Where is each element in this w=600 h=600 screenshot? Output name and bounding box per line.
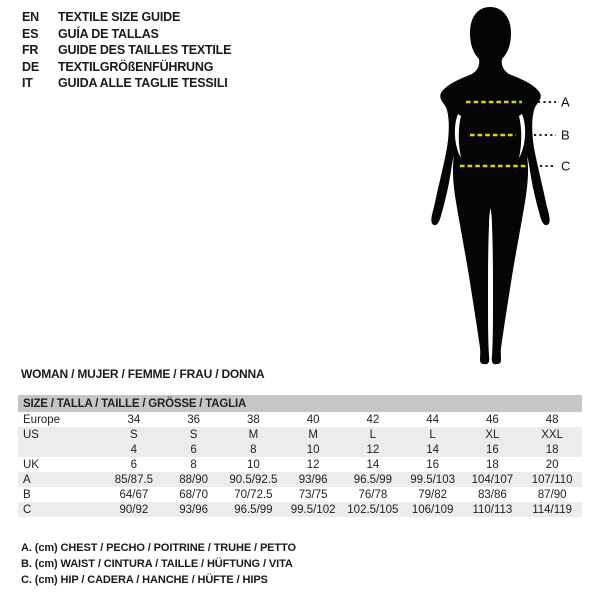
language-row [22, 42, 231, 59]
language-row [22, 75, 231, 92]
size-cell: 96.5/99 [234, 503, 273, 516]
size-cell: M [308, 428, 318, 441]
measurement-legend [21, 540, 296, 588]
size-table-row [18, 472, 582, 487]
size-cell: 36 [187, 413, 201, 426]
size-cell: 76/78 [358, 488, 388, 501]
size-table-header-row [18, 395, 582, 412]
language-row [22, 26, 231, 43]
size-table-row [18, 487, 582, 502]
size-cell: 14 [366, 458, 380, 471]
size-cell: 99.5/103 [410, 473, 455, 486]
size-row-label: US [23, 428, 39, 441]
language-code: IT [22, 76, 33, 90]
size-cell: 90/92 [119, 503, 149, 516]
size-cell: 88/90 [179, 473, 209, 486]
size-cell: 42 [366, 413, 380, 426]
size-cell: 10 [306, 443, 320, 456]
size-cell: 14 [426, 443, 440, 456]
size-cell: 18 [545, 443, 559, 456]
woman-figure-diagram [430, 6, 600, 368]
size-cell: 107/110 [531, 473, 573, 486]
size-cell: 20 [545, 458, 559, 471]
language-code: EN [22, 10, 39, 24]
size-cell: 16 [485, 443, 499, 456]
size-cell: 44 [426, 413, 440, 426]
size-cell: 110/113 [472, 503, 513, 516]
language-code: ES [22, 26, 39, 41]
size-cell: 4 [130, 443, 138, 456]
size-cell: 6 [190, 443, 197, 456]
size-table-row [18, 412, 582, 427]
size-row-label [18, 442, 104, 457]
size-cell: L [369, 428, 377, 441]
legend-line: C. (cm) HIP / CADERA / HANCHE / HÜFTE / HIPS [21, 574, 268, 586]
size-cell: 40 [306, 413, 320, 426]
size-cell: 12 [306, 458, 320, 471]
size-cell: 34 [127, 413, 141, 426]
size-cell: 48 [545, 413, 559, 426]
size-cell: 96.5/99 [353, 473, 393, 486]
size-cell: 8 [250, 443, 257, 456]
size-row-label: C [23, 503, 32, 516]
size-row-label: B [23, 488, 31, 501]
size-cell: 12 [366, 443, 380, 456]
size-table-row [18, 457, 582, 472]
size-cell: 6 [130, 458, 138, 471]
language-title: GUIDA ALLE TAGLIE TESSILI [58, 76, 228, 90]
size-cell: 104/107 [471, 473, 514, 486]
size-row-label: Europe [23, 413, 61, 426]
size-cell: 102.5/105 [347, 503, 399, 516]
size-row-label: UK [23, 458, 39, 471]
size-cell: 64/67 [119, 488, 149, 501]
size-cell: 46 [485, 413, 499, 426]
size-cell: 70/72.5 [234, 488, 273, 501]
size-cell: 16 [426, 458, 440, 471]
size-cell: M [248, 428, 259, 441]
language-row [22, 59, 231, 76]
size-cell: 73/75 [298, 488, 328, 501]
size-cell: 114/119 [532, 503, 573, 516]
size-cell: 85/87.5 [114, 473, 154, 486]
size-cell: 68/70 [179, 488, 209, 501]
legend-line: B. (cm) WAIST / CINTURA / TAILLE / HÜFTUNG / VITA [21, 558, 293, 570]
size-cell: 83/86 [477, 488, 507, 501]
size-row-label: A [23, 473, 31, 486]
size-cell: 90.5/92.5 [229, 473, 278, 486]
size-cell: 79/82 [418, 488, 448, 501]
size-table-row [18, 442, 582, 457]
marker-label-chest: A [561, 94, 570, 110]
language-title: TEXTILGRÖßENFÜHRUNG [58, 59, 214, 74]
language-code: DE [22, 59, 39, 74]
language-title-list [22, 9, 231, 92]
size-cell: 87/90 [537, 488, 567, 501]
size-cell: S [130, 428, 138, 441]
legend-line: A. (cm) CHEST / PECHO / POITRINE / TRUHE / PETTO [21, 542, 296, 554]
size-cell: 99.5/102 [290, 503, 336, 516]
language-row [22, 9, 231, 26]
language-title: TEXTILE SIZE GUIDE [58, 10, 181, 24]
marker-label-waist: B [561, 127, 570, 143]
size-cell: 8 [190, 458, 197, 471]
size-table-row [18, 502, 582, 517]
size-table-row [18, 427, 582, 442]
size-cell: 38 [246, 413, 260, 426]
woman-silhouette [431, 7, 549, 364]
language-title: GUÍA DE TALLAS [58, 26, 159, 41]
size-table [18, 395, 582, 517]
size-cell: 93/96 [298, 473, 328, 486]
marker-label-hip: C [561, 158, 571, 174]
size-cell: S [189, 428, 198, 441]
size-cell: L [429, 428, 436, 441]
size-table-header: SIZE / TALLA / TAILLE / GRÖSSE / TAGLIA [18, 395, 582, 412]
table-group-title: WOMAN / MUJER / FEMME / FRAU / DONNA [21, 367, 265, 381]
size-cell: XL [485, 428, 500, 441]
size-cell: 18 [485, 458, 499, 471]
language-title: GUIDE DES TAILLES TEXTILE [58, 43, 232, 57]
language-code: FR [22, 43, 39, 57]
size-cell: 10 [246, 458, 260, 471]
size-cell: 106/109 [411, 503, 454, 516]
size-cell: 93/96 [179, 503, 209, 516]
size-cell: XXL [541, 428, 563, 441]
